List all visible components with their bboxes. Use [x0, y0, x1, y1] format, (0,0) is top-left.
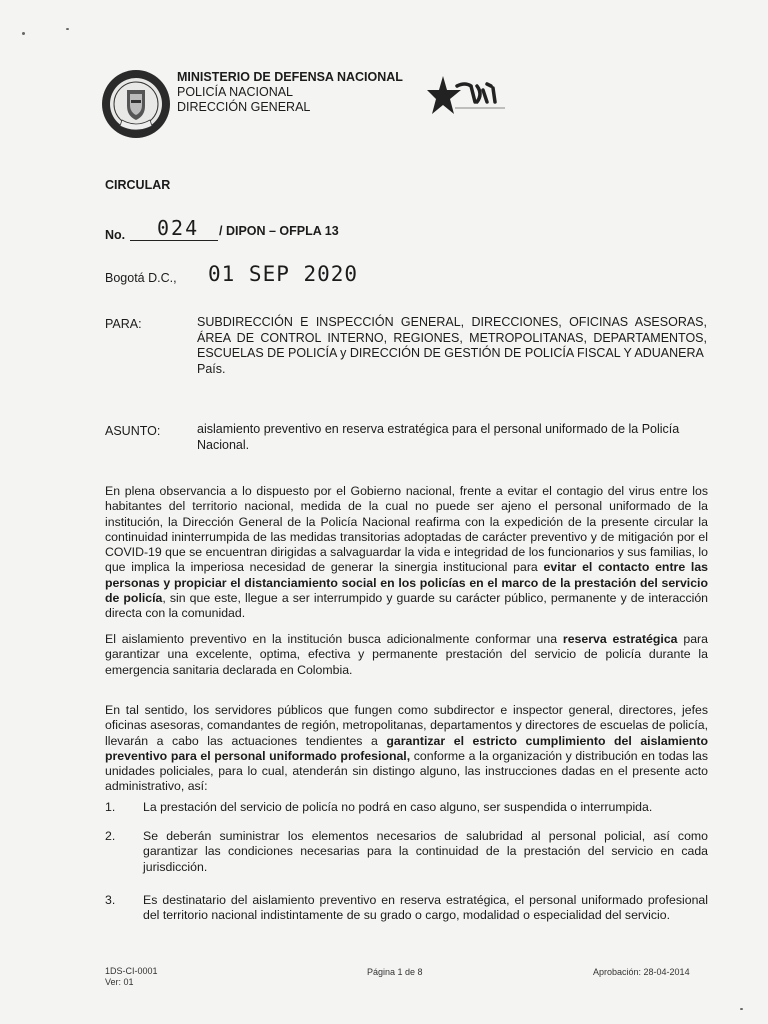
number-suffix: / DIPON – OFPLA 13	[219, 224, 339, 238]
p3-text-bold: garantizar el estricto cumplimiento del aislamiento preventivo para el personal uniformado profesional,	[105, 733, 708, 763]
footer-code: 1DS-CI-0001	[105, 966, 158, 976]
list-number: 1.	[105, 800, 116, 814]
circular-number: 024	[157, 216, 200, 240]
ministry-name: MINISTERIO DE DEFENSA NACIONAL	[177, 70, 403, 84]
scan-speck	[66, 28, 69, 30]
date-stamp: 01 SEP 2020	[208, 262, 359, 286]
footer-code-block	[105, 966, 158, 988]
p2-text-c: para garantizar una excelente, optima, efectiva y permanente prestación del servicio de policía durante la emergencia sanitaria declarada en Colombia.	[105, 632, 708, 677]
list-number: 3.	[105, 893, 116, 907]
direction-name: DIRECCIÓN GENERAL	[177, 100, 311, 114]
asunto-text: aislamiento preventivo en reserva estratégica para el personal uniformado de la Policía Nacional.	[197, 422, 680, 452]
recipients-country: País.	[197, 361, 226, 376]
p1-text-c: , sin que este, llegue a ser interrumpido y guarde su carácter público, permanente y de interacción directa con la comunidad.	[105, 591, 709, 621]
p3-text-c: conforme a la organización y distribución en todas las unidades policiales, para lo cual, atenderán sin distingo alguno, las instrucciones dadas en el presente acto administrativo, así:	[105, 748, 708, 794]
asunto-label: ASUNTO:	[105, 424, 161, 438]
footer-page: Página 1 de 8	[367, 967, 423, 977]
p1-text-bold: evitar el contacto entre las personas y propiciar el distanciamiento social en los policías en el marco de la prestación del servicio de policía	[105, 560, 709, 606]
body-paragraph-1	[105, 484, 708, 622]
scan-speck	[22, 32, 25, 35]
p2-text-a: El aislamiento preventivo en la institución busca adicionalmente conformar una	[105, 632, 563, 646]
number-underline	[130, 240, 218, 241]
p3-text-a: En tal sentido, los servidores públicos que fungen como subdirector e inspector general, directores, jefes oficinas asesoras, comandantes de región, metropolitanas, departamentos y directores de escuelas de policía, llevarán a cabo las actuaciones tendientes a	[105, 703, 708, 748]
scan-speck	[740, 1008, 743, 1010]
circular-number-line	[105, 216, 505, 246]
police-seal-icon	[100, 68, 172, 144]
para-label: PARA:	[105, 317, 142, 331]
doc-type: CIRCULAR	[105, 178, 171, 192]
city: Bogotá D.C.,	[105, 271, 177, 285]
list-text: La prestación del servicio de policía no podrá en caso alguno, ser suspendida o interrumpida.	[143, 800, 653, 814]
list-number: 2.	[105, 829, 116, 843]
header-institution	[177, 70, 403, 115]
recipients-text: SUBDIRECCIÓN E INSPECCIÓN GENERAL, DIRECCIONES, OFICINAS ASESORAS, ÁREA DE CONTROL INTERNO, REGIONES, METROPOLITANAS, DEPARTAMENTOS, ESCUELAS DE POLICÍA y DIRECCIÓN DE GESTIÓN DE POLICÍA FISCAL Y ADUANERA	[197, 315, 707, 360]
para-recipients	[197, 315, 707, 377]
body-paragraph-2	[105, 632, 708, 678]
list-text: Es destinatario del aislamiento preventivo en reserva estratégica, el personal uniformado profesional del territorio nacional indistintamente de su grado o cargo, modalidad o especialidad del servicio.	[143, 893, 708, 923]
p2-text-bold: reserva estratégica	[562, 632, 678, 646]
body-paragraph-3	[105, 703, 708, 795]
footer-version: Ver: 01	[105, 977, 134, 987]
vti-star-logo-icon	[425, 72, 525, 120]
list-text: Se deberán suministrar los elementos necesarios de salubridad al personal policial, así como garantizar las condiciones necesarias para la continuidad de la prestación del servicio en cada jurisdicción.	[143, 829, 708, 874]
number-label: No.	[105, 228, 126, 242]
p1-text-a: En plena observancia a lo dispuesto por el Gobierno nacional, frente a evitar el contagio del virus entre los habitantes del territorio nacional, medida de la cual no puede ser ajeno el personal uniformado de la institución, la Dirección General de la Policía Nacional reafirma con la expedición de la presente circular la continuidad ininterrumpida de las medidas transitorias adoptadas de carácter preventivo y de mitigación por el COVID-19 que se encuentran dirigidas a salvaguardar la vida e integridad de los funcionarios y sus familias, lo que implica la imperiosa necesidad de generar la sinergia institucional para	[105, 484, 708, 575]
police-name: POLICÍA NACIONAL	[177, 85, 294, 99]
footer-approval: Aprobación: 28-04-2014	[593, 967, 690, 977]
